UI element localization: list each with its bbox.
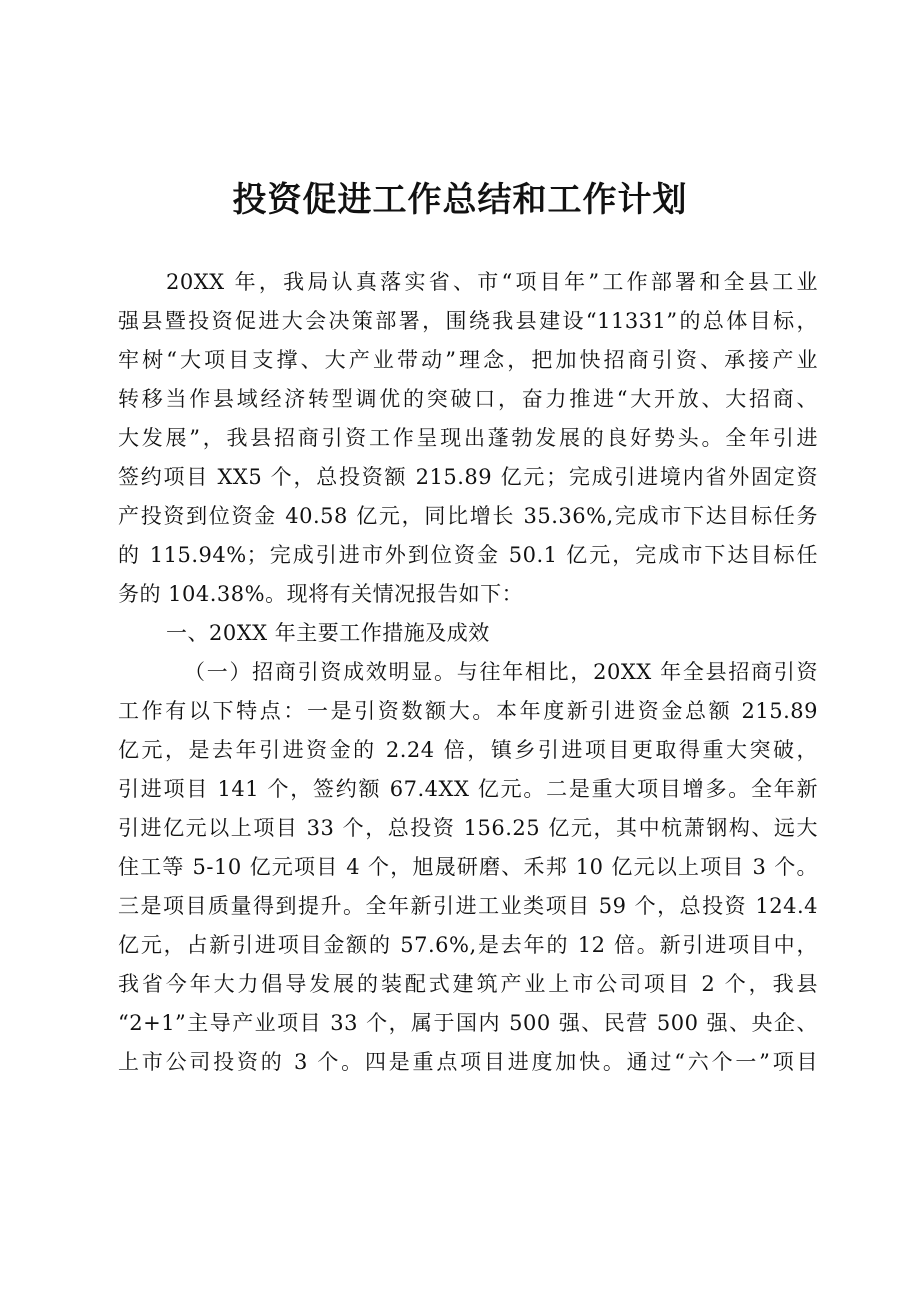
- paragraph-line: “2+1”主导产业项目 33 个，属于国内 500 强、民营 500 强、央企、: [118, 1011, 818, 1035]
- paragraph-line: 引进项目 141 个，签约额 67.4XX 亿元。二是重大项目增多。全年新: [118, 777, 818, 801]
- paragraph-line: 上市公司投资的 3 个。四是重点项目进度加快。通过“六个一”项目: [118, 1050, 818, 1074]
- paragraph-line: 住工等 5-10 亿元项目 4 个，旭晟研磨、禾邦 10 亿元以上项目 3 个。: [118, 855, 818, 879]
- intro-line: 转移当作县域经济转型调优的突破口，奋力推进“大开放、大招商、: [118, 387, 818, 411]
- intro-line: 20XX 年，我局认真落实省、市“项目年”工作部署和全县工业: [166, 270, 818, 294]
- intro-line: 大发展”，我县招商引资工作呈现出蓬勃发展的良好势头。全年引进: [118, 426, 818, 450]
- paragraph-line: 亿元，是去年引进资金的 2.24 倍，镇乡引进项目更取得重大突破，: [118, 738, 818, 762]
- document-body: [118, 263, 818, 1082]
- document-title: 投资促进工作总结和工作计划: [232, 180, 688, 220]
- section-heading: 一、20XX 年主要工作措施及成效: [166, 621, 490, 645]
- intro-line: 产投资到位资金 40.58 亿元，同比增长 35.36%,完成市下达目标任务: [118, 504, 818, 528]
- paragraph-line: 三是项目质量得到提升。全年新引进工业类项目 59 个，总投资 124.4: [118, 894, 818, 918]
- intro-line: 务的 104.38%。现将有关情况报告如下：: [118, 582, 524, 606]
- paragraph-line: （一）招商引资成效明显。与往年相比，20XX 年全县招商引资: [184, 660, 818, 684]
- paragraph-line: 引进亿元以上项目 33 个，总投资 156.25 亿元，其中杭萧钢构、远大: [118, 816, 818, 840]
- paragraph-line: 亿元，占新引进项目金额的 57.6%,是去年的 12 倍。新引进项目中，: [118, 933, 818, 957]
- paragraph-line: 工作有以下特点：一是引资数额大。本年度新引进资金总额 215.89: [118, 699, 818, 723]
- intro-line: 签约项目 XX5 个，总投资额 215.89 亿元；完成引进境内省外固定资: [118, 465, 818, 489]
- paragraph-line: 我省今年大力倡导发展的装配式建筑产业上市公司项目 2 个，我县: [118, 972, 818, 996]
- intro-line: 强县暨投资促进大会决策部署，围绕我县建设“11331”的总体目标，: [118, 309, 818, 333]
- intro-line: 牢树“大项目支撑、大产业带动”理念，把加快招商引资、承接产业: [118, 348, 818, 372]
- intro-line: 的 115.94%；完成引进市外到位资金 50.1 亿元，完成市下达目标任: [118, 543, 818, 567]
